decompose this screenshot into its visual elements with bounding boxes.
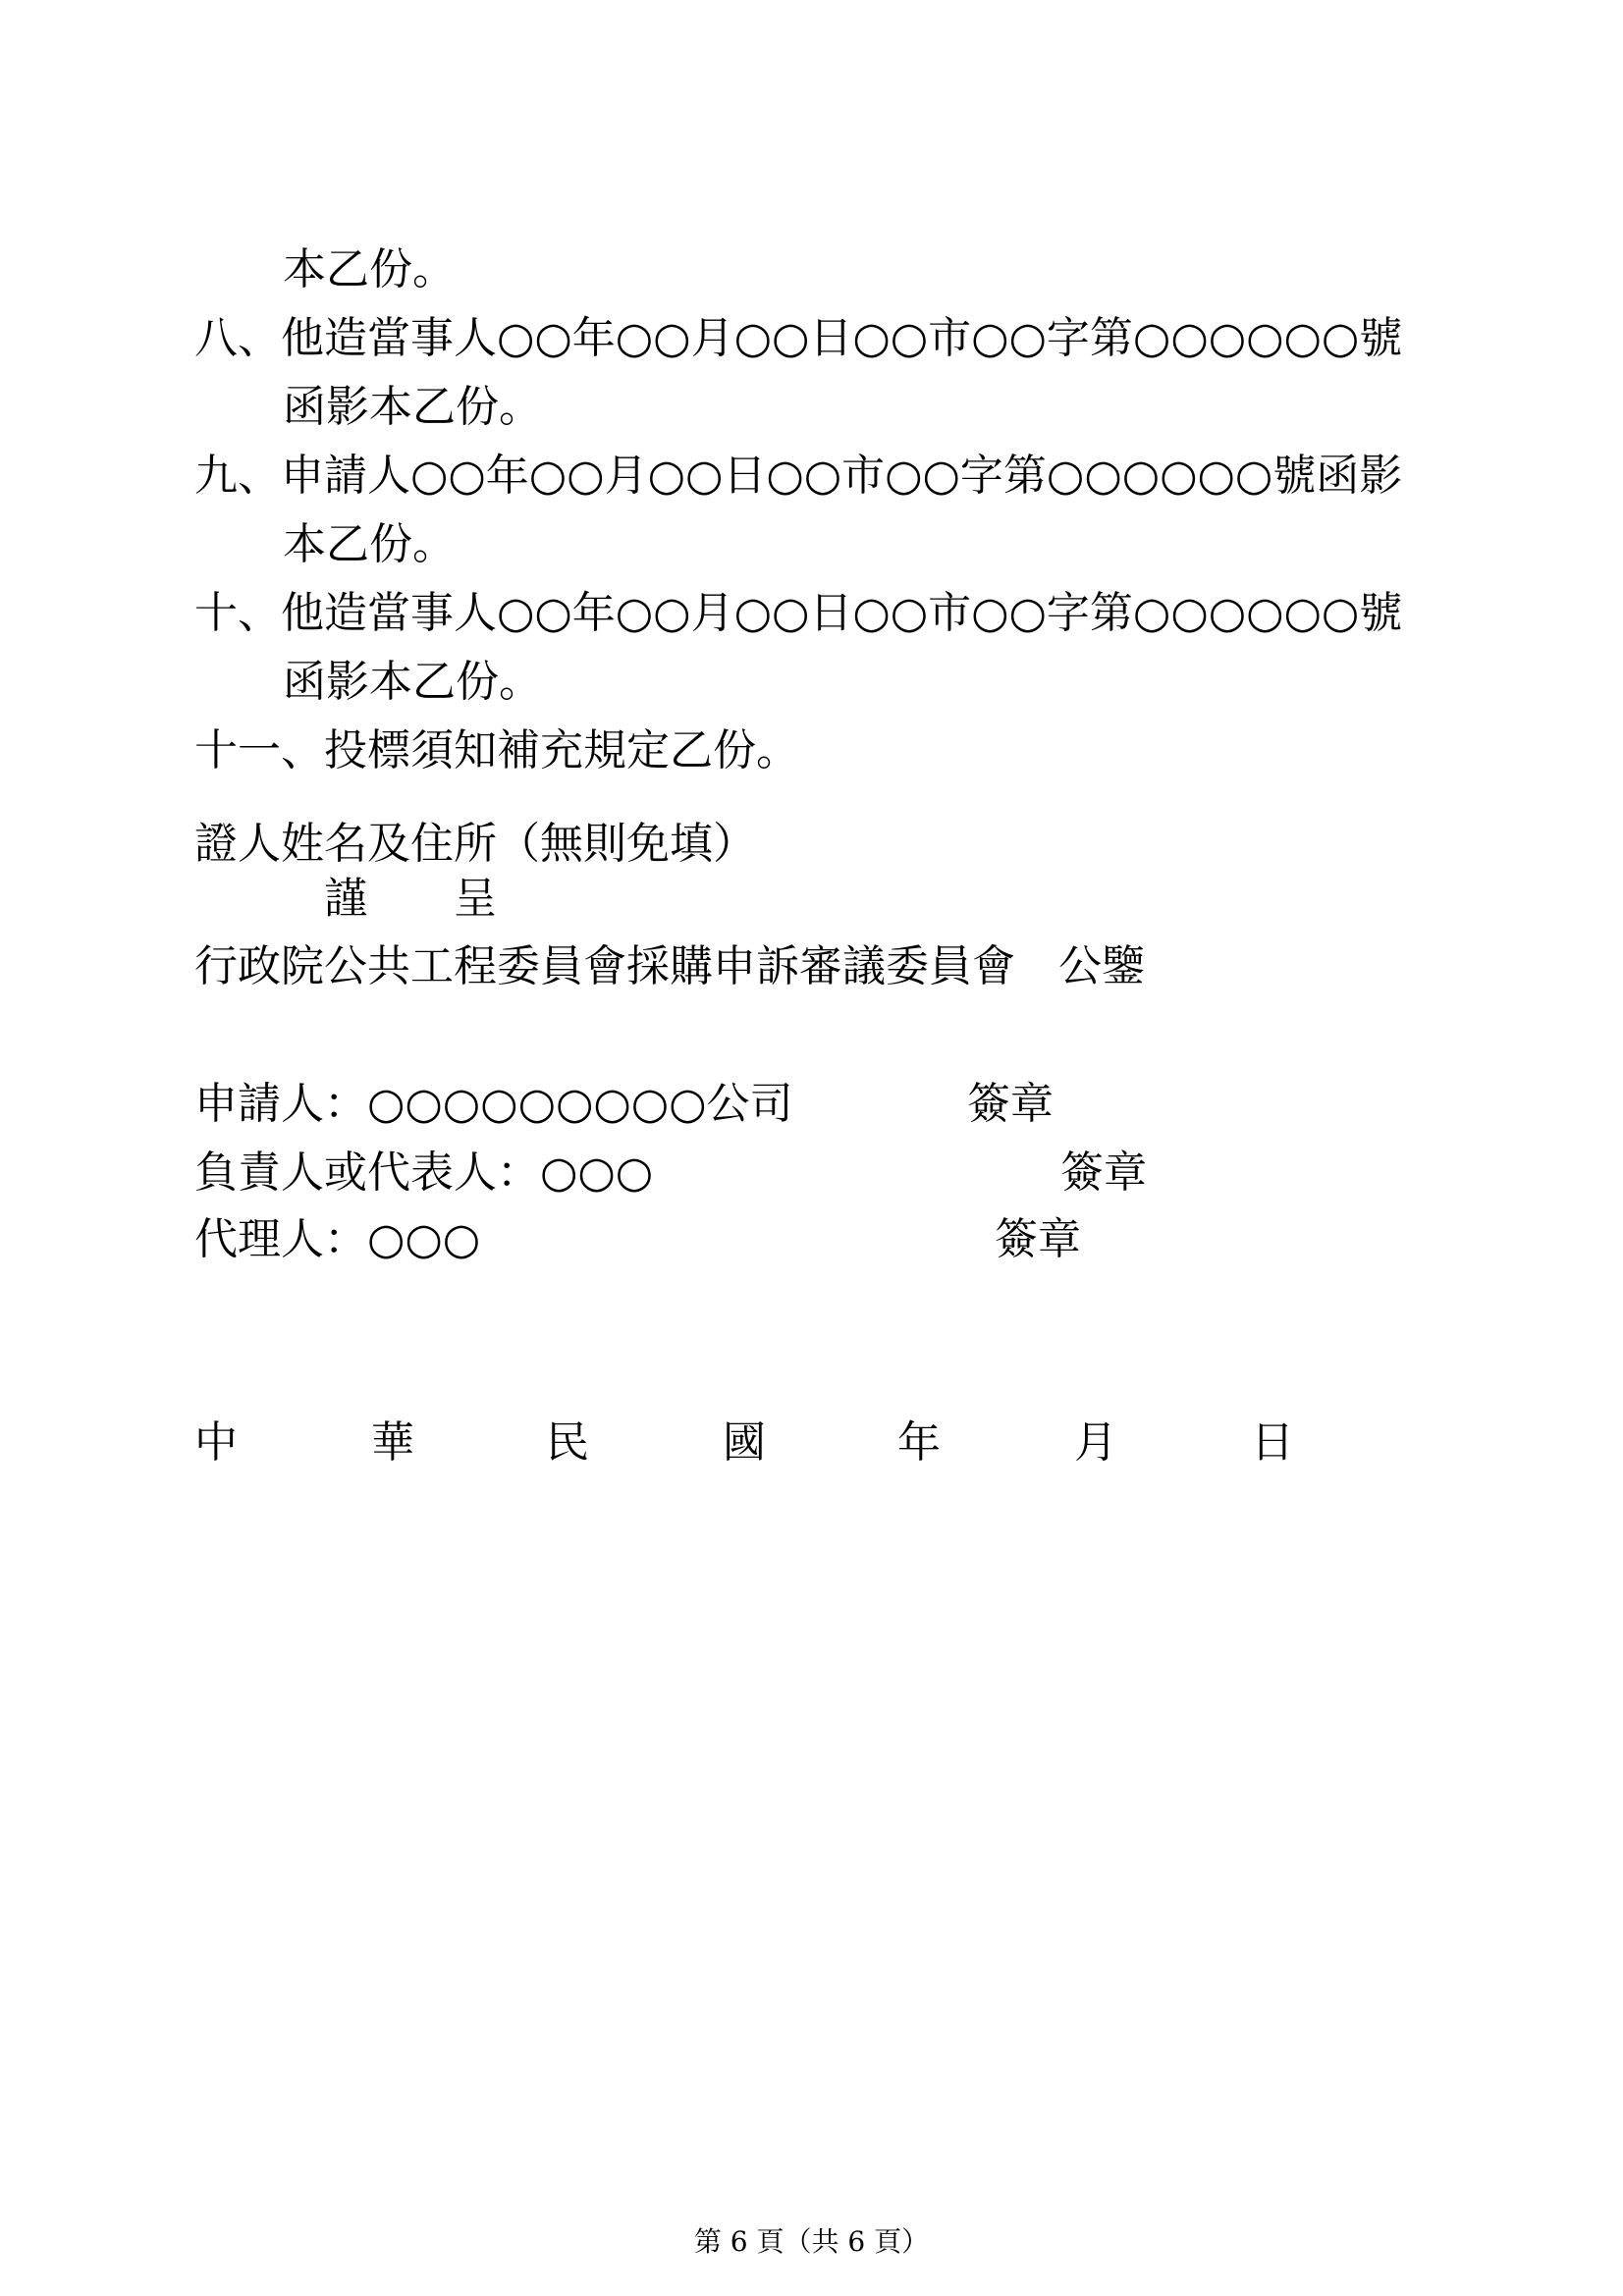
witness-line: 證人姓名及住所（無則免填） — [194, 819, 756, 869]
attachment-line: 函影本乙份。 — [283, 382, 542, 432]
attachment-line: 九、申請人○○年○○月○○日○○市○○字第○○○○○○號函影 — [194, 451, 1403, 501]
attachment-line: 函影本乙份。 — [283, 657, 542, 707]
page-footer: 第 6 頁（共 6 頁） — [693, 2225, 930, 2258]
attachment-line: 十一、投標須知補充規定乙份。 — [194, 725, 799, 775]
date-line — [0, 1414, 1623, 1472]
date-char: 年 — [897, 1417, 941, 1468]
applicant-signature: 簽章 — [967, 1079, 1054, 1129]
date-char: 月 — [1074, 1417, 1117, 1468]
attachment-line: 本乙份。 — [283, 519, 456, 569]
agent-signature: 簽章 — [995, 1214, 1081, 1264]
attachment-line: 本乙份。 — [283, 244, 456, 294]
agent-label: 代理人：○○○ — [194, 1214, 481, 1264]
recipient-line: 行政院公共工程委員會採購申訴審議委員會 公鑒 — [194, 941, 1145, 991]
applicant-label: 申請人：○○○○○○○○○公司 — [194, 1079, 793, 1129]
date-char: 中 — [194, 1417, 238, 1468]
attachment-line: 八、他造當事人○○年○○月○○日○○市○○字第○○○○○○號 — [194, 313, 1403, 363]
respectfully-line: 謹 呈 — [324, 874, 497, 924]
representative-label: 負責人或代表人：○○○ — [194, 1148, 654, 1198]
date-char: 民 — [546, 1417, 589, 1468]
date-char: 日 — [1251, 1417, 1294, 1468]
date-char: 國 — [723, 1417, 766, 1468]
date-char: 華 — [371, 1417, 414, 1468]
attachment-line: 十、他造當事人○○年○○月○○日○○市○○字第○○○○○○號 — [194, 588, 1403, 638]
representative-signature: 簽章 — [1060, 1148, 1147, 1198]
